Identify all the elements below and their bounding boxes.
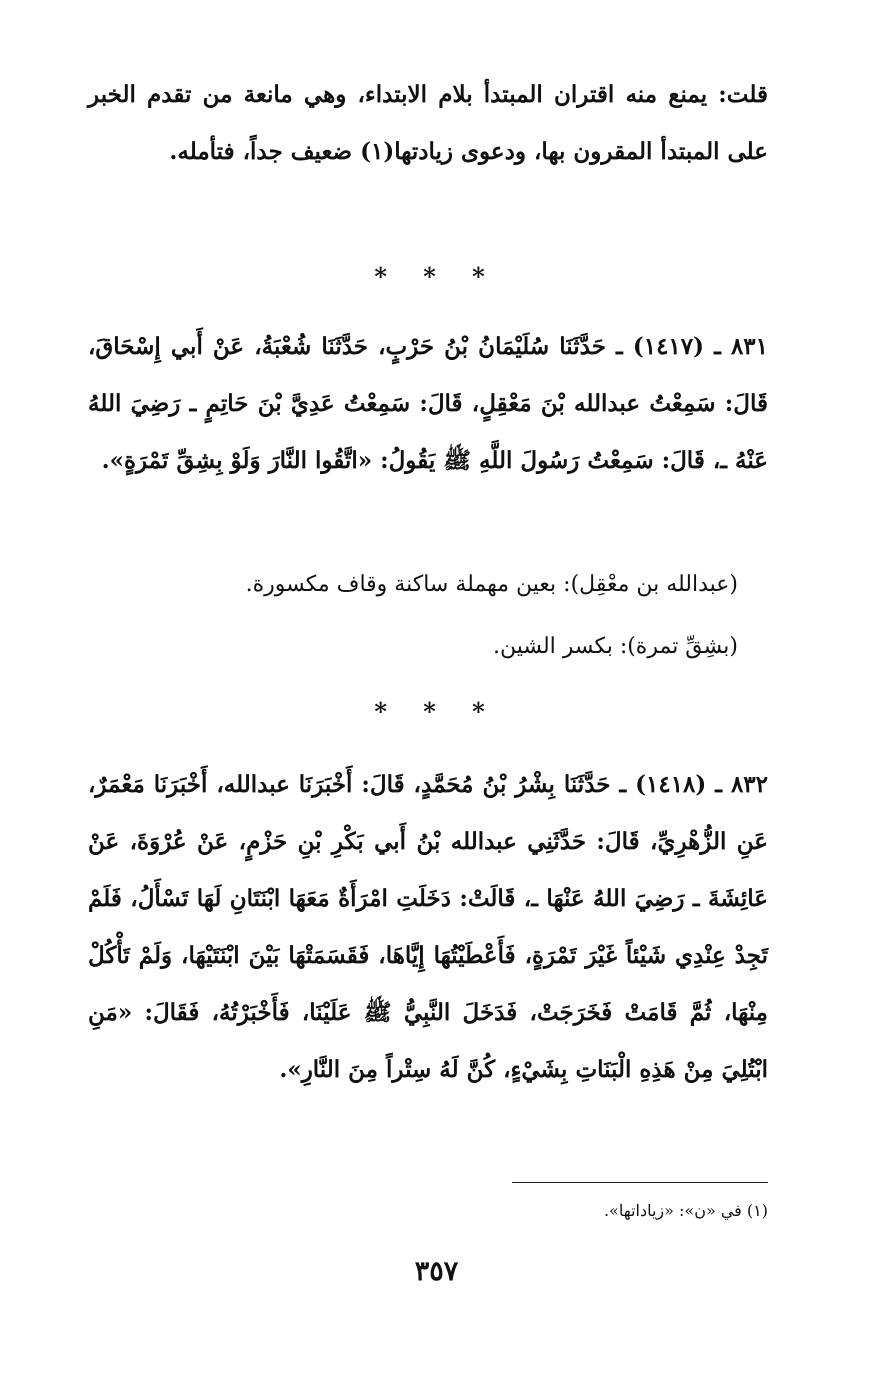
- hadith-831-block: [88, 318, 768, 489]
- hadith-831-note-2: (بشِقِّ تمرة): بكسر الشين.: [492, 634, 738, 659]
- footnote: (١) في «ن»: «زياداتها».: [603, 1201, 768, 1220]
- section-separator: * * *: [374, 697, 499, 726]
- intro-paragraph: قلت: يمنع منه اقتران المبتدأ بلام الابتداء، وهي مانعة من تقدم الخبر على المبتدأ المقرون بها، ودعوى زيادتها(١) ضعيف جداً، فتأمله.: [88, 81, 768, 165]
- hadith-831-text: ٨٣١ ـ (١٤١٧) ـ حَدَّثَنَا سُلَيْمَانُ بْنُ حَرْبٍ، حَدَّثَنَا شُعْبَةُ، عَنْ أَبي إِسْحَاقَ، قَالَ: سَمِعْتُ عبدالله بْنَ مَعْقِلٍ، قَالَ: سَمِعْتُ عَدِيَّ بْنَ حَاتِمٍ ـ رَضِيَ اللهُ عَنْهُ ـ، قَالَ: سَمِعْتُ رَسُولَ اللَّهِ ﷺ يَقُولُ: «اتَّقُوا النَّارَ وَلَوْ بِشِقِّ تَمْرَةٍ».: [88, 333, 768, 474]
- page-number: ٣٥٧: [414, 1256, 459, 1287]
- section-separator: * * *: [374, 262, 499, 291]
- hadith-831-note-1: (عبدالله بن معْقِل): بعين مهملة ساكنة وقاف مكسورة.: [245, 572, 738, 597]
- hadith-832-text: ٨٣٢ ـ (١٤١٨) ـ حَدَّثَنَا بِشْرُ بْنُ مُحَمَّدٍ، قَالَ: أَخْبَرَنَا عبدالله، أَخْبَرَنَا مَعْمَرٌ، عَنِ الزُّهْرِيِّ، قَالَ: حَدَّثَنِي عبدالله بْنُ أَبي بَكْرِ بْنِ حَزْمٍ، عَنْ عُرْوَةَ، عَنْ عَائِشَةَ ـ رَضِيَ اللهُ عَنْهَا ـ، قَالَتْ: دَخَلَتِ امْرَأَةٌ مَعَهَا ابْنَتَانِ لَهَا تَسْأَلُ، فَلَمْ تَجِدْ عِنْدِي شَيْئاً غَيْرَ تَمْرَةٍ، فَأَعْطَيْتُهَا إِيَّاهَا، فَقَسَمَتْهَا بَيْنَ ابْنَتَيْهَا، وَلَمْ تَأْكُلْ مِنْهَا، ثُمَّ قَامَتْ فَخَرَجَتْ، فَدَخَلَ النَّبِيُّ ﷺ عَلَيْنَا، فَأَخْبَرْتُهُ، فَقَالَ: «مَنِ ابْتُلِيَ مِنْ هَذِهِ الْبَنَاتِ بِشَيْءٍ، كُنَّ لَهُ سِتْراً مِنَ النَّارِ».: [88, 771, 768, 1083]
- footnote-divider: [512, 1182, 768, 1183]
- intro-block: [88, 66, 768, 180]
- hadith-832-block: [88, 756, 768, 1098]
